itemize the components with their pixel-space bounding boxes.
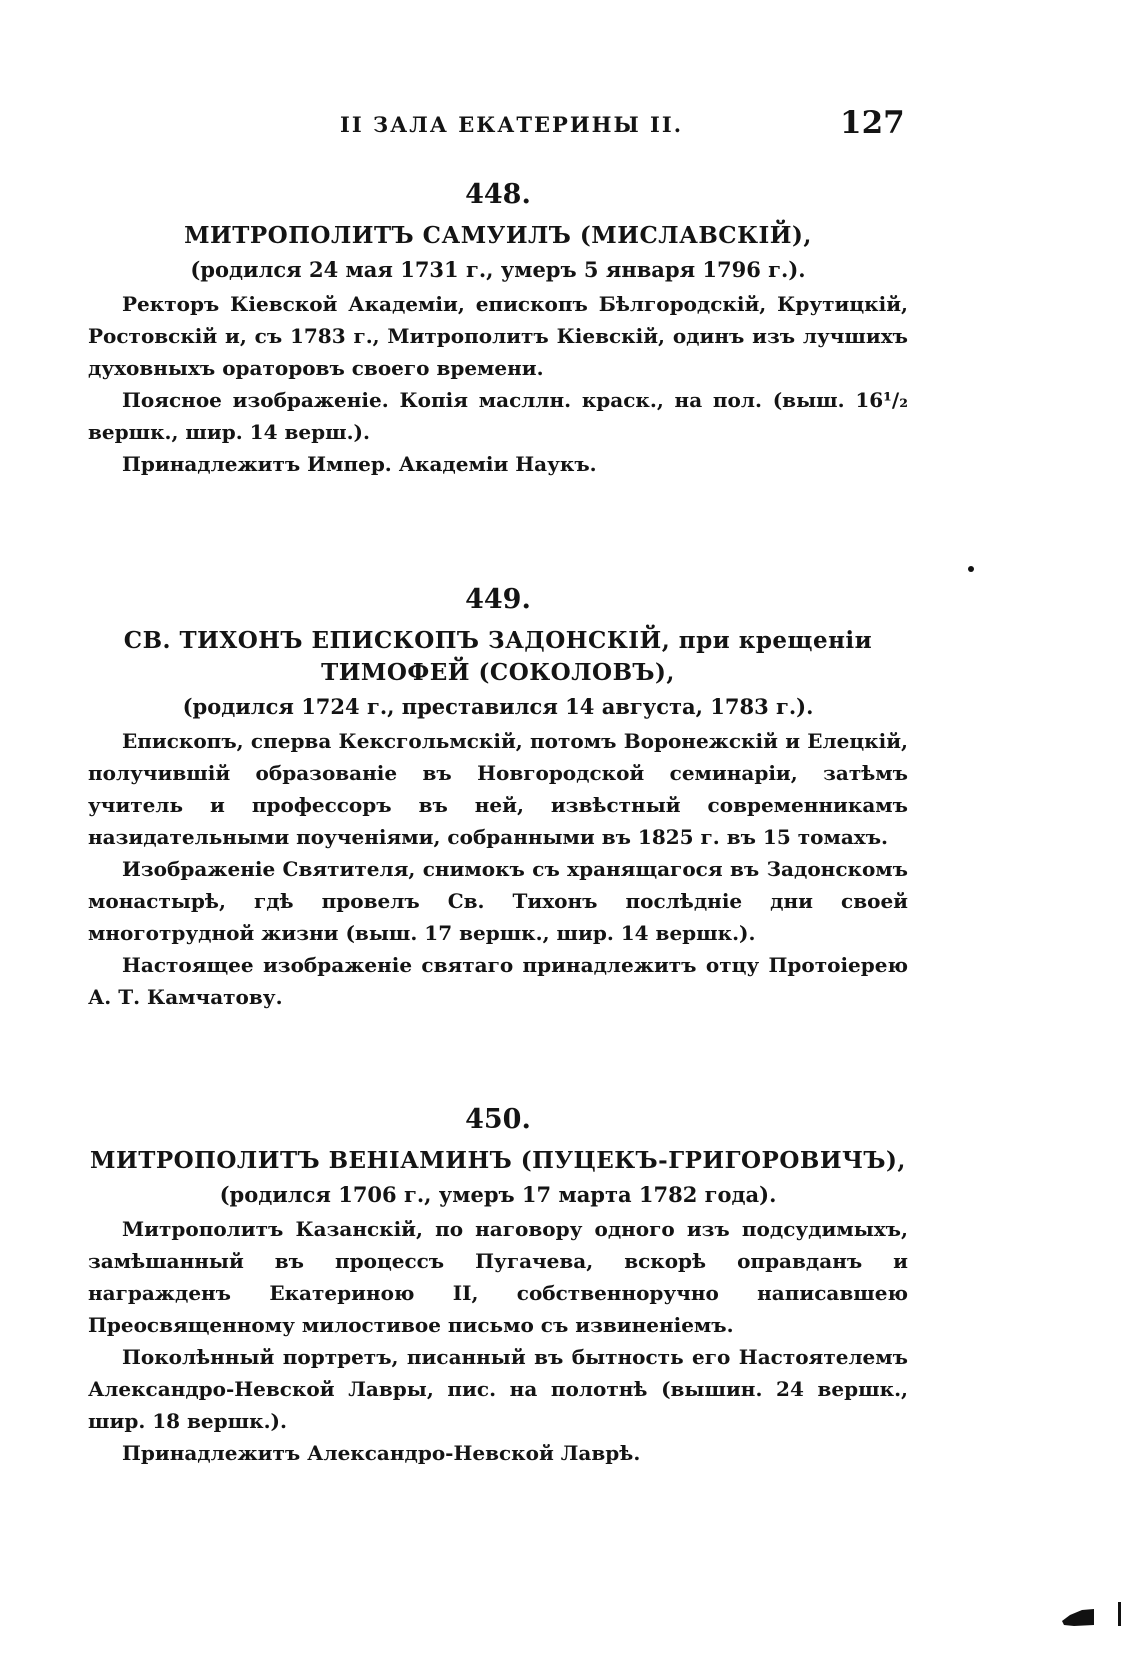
entry-dates: (родился 24 мая 1731 г., умеръ 5 января 1796 г.).	[190, 257, 806, 282]
entry-owner: Принадлежитъ Импер. Академіи Наукъ.	[122, 452, 597, 476]
entry-owner: Настоящее изображеніе святаго принадлежитъ отцу Протоіерею А. Т. Камчатову.	[88, 953, 908, 1009]
entry-portrait-details: Поясное изображеніе. Копія масллн. краск., на пол. (выш. 16¹/₂ вершк., шир. 14 верш.).	[88, 388, 908, 444]
entry-description: Митрополитъ Казанскій, по наговору одного изъ подсудимыхъ, замѣшанный въ процессъ Пугачева, вскорѣ оправданъ и награжденъ Екатериною II, собственноручно написавшею Преосвященному милостивое письмо съ извиненіемъ.	[88, 1217, 908, 1337]
ink-blot-icon	[1060, 1607, 1096, 1627]
entry-title: МИТРОПОЛИТЪ ВЕНІАМИНЪ (ПУЦЕКЪ-ГРИГОРОВИЧЪ),	[90, 1147, 906, 1174]
entry-number: 448.	[465, 179, 531, 210]
entry-number: 450.	[465, 1104, 531, 1135]
entry-description: Епископъ, сперва Кексгольмскій, потомъ Воронежскій и Елецкій, получившій образованіе въ Новгородской семинаріи, затѣмъ учитель и профессоръ въ ней, извѣстный современникамъ назидательными поученіями, собранными въ 1825 г. въ 15 томахъ.	[88, 729, 908, 849]
entry-owner: Принадлежитъ Александро-Невской Лаврѣ.	[122, 1441, 641, 1465]
entry-dates: (родился 1724 г., преставился 14 августа, 1783 г.).	[182, 694, 814, 719]
scan-speck	[968, 566, 974, 572]
catalog-entry	[88, 585, 908, 1013]
entry-portrait-details: Поколѣнный портретъ, писанный въ бытность его Настоятелемъ Александро-Невской Лавры, пис. на полотнѣ (вышин. 24 вершк., шир. 18 вершк.).	[88, 1345, 908, 1433]
entry-dates: (родился 1706 г., умеръ 17 марта 1782 года).	[219, 1182, 777, 1207]
entry-portrait-details: Изображеніе Святителя, снимокъ съ хранящагося въ Задонскомъ монастырѣ, гдѣ провелъ Св. Тихонъ послѣдніе дни своей многотрудной жизни (выш. 17 вершк., шир. 14 вершк.).	[88, 857, 908, 945]
scan-edge-mark	[1118, 1602, 1121, 1626]
catalog-entry	[88, 180, 908, 480]
catalog-entry	[88, 1105, 908, 1469]
entry-title: СВ. ТИХОНЪ ЕПИСКОПЪ ЗАДОНСКІЙ, при крещеніи ТИМОФЕЙ (СОКОЛОВЪ),	[123, 627, 873, 686]
entry-title: МИТРОПОЛИТЪ САМУИЛЪ (МИСЛАВСКІЙ),	[184, 222, 812, 249]
page-number: 127	[840, 105, 905, 141]
running-head: II ЗАЛА ЕКАТЕРИНЫ II.	[340, 112, 684, 137]
entry-description: Ректоръ Кіевской Академіи, епископъ Бѣлгородскій, Крутицкій, Ростовскій и, съ 1783 г., Митрополитъ Кіевскій, одинъ изъ лучшихъ духовныхъ ораторовъ своего времени.	[88, 292, 908, 380]
entry-number: 449.	[465, 584, 531, 615]
